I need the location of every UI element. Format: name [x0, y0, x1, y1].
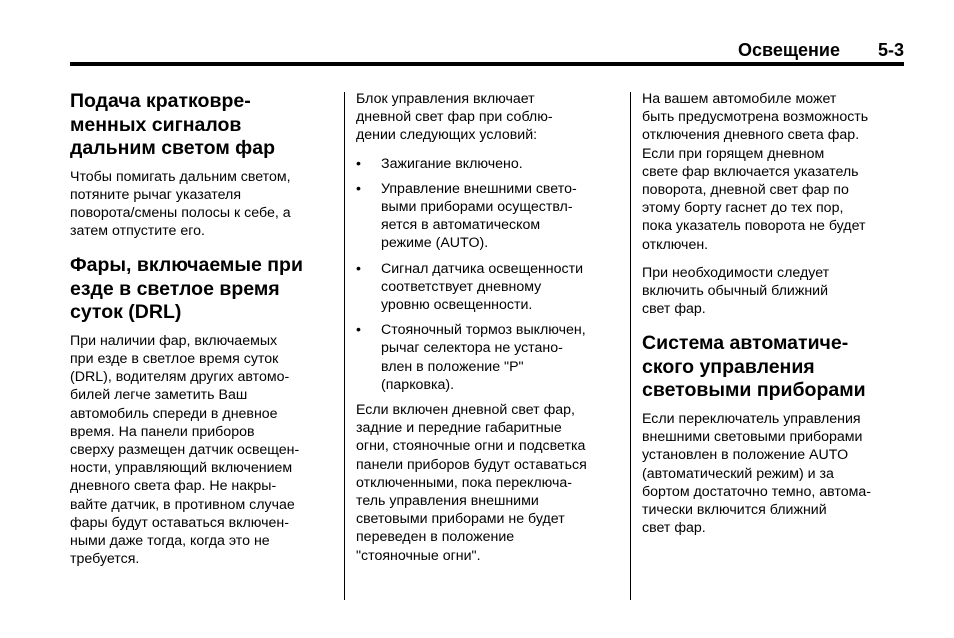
- header-rule: [70, 62, 904, 66]
- paragraph-drl-off-lights: Если включен дневной свет фар, задние и передние габаритные огни, стояночные огни и подсветка панели приборов будут оставаться отключенными, пока переключа- тель управления внешними световыми приборами не будет переведен в положение "стояночные огни".: [356, 402, 587, 564]
- bullet-icon: •: [356, 155, 361, 172]
- bullet-icon: •: [356, 180, 361, 197]
- list-item-text: Стояночный тормоз выключен, рычаг селектора не устано- влен в положение "P" (парковка).: [381, 322, 586, 393]
- bullet-icon: •: [356, 260, 361, 277]
- heading-auto-lighting: Система автоматиче- ского управления световыми приборами: [642, 332, 866, 402]
- bullet-icon: •: [356, 322, 361, 339]
- paragraph-high-beam-flash: Чтобы помигать дальним светом, потяните рычаг указателя поворота/смены полосы к себе, а затем отпустите его.: [70, 168, 291, 240]
- column-divider-1: [344, 92, 345, 600]
- paragraph-low-beam-advice: При необходимости следует включить обычный ближний свет фар.: [642, 264, 830, 318]
- column-1: [70, 90, 332, 578]
- paragraph-drl-disable: На вашем автомобиле может быть предусмотрена возможность отключения дневного света фар. Если при горящем дневном свете фар включается указатель поворота, дневной свет фар по этому борту гаснет до тех пор, пока указатель поворота не будет отключен.: [642, 91, 869, 253]
- heading-drl: Фары, включаемые при езде в светлое время суток (DRL): [70, 254, 303, 324]
- column-2: [356, 90, 620, 575]
- list-item: [356, 260, 620, 315]
- list-item-text: Сигнал датчика освещенности соответствует дневному уровню освещенности.: [381, 260, 584, 314]
- list-item: [356, 155, 620, 173]
- conditions-list: [356, 155, 620, 394]
- column-divider-2: [630, 92, 631, 600]
- page-number: 5-3: [877, 40, 904, 60]
- paragraph-drl-conditions: Блок управления включает дневной свет фар при соблю- дении следующих условий:: [356, 91, 553, 144]
- list-item: [356, 321, 620, 394]
- list-item: [356, 180, 620, 253]
- paragraph-drl: При наличии фар, включаемых при езде в светлое время суток (DRL), водителям других автомо- билей легче заметить Ваш автомобиль спереди в дневное время. На панели приборов сверху размещен датчик освещен- ности, управляющий включением дневного света фар. Не накры- вайте датчик, в противном случае фары будут оставаться включен- ными даже тогда, когда это не требуется.: [70, 332, 300, 568]
- list-item-text: Зажигание включено.: [381, 155, 523, 172]
- page-header: [70, 38, 904, 62]
- paragraph-auto-lighting: Если переключатель управления внешними световыми приборами установлен в положение AUTO (автоматический режим) и за бортом достаточно темно, автома- тически включится ближний свет фар.: [642, 410, 871, 537]
- heading-high-beam-flash: Подача кратковре- менных сигналов дальним светом фар: [70, 90, 275, 159]
- section-title: Освещение: [738, 40, 840, 60]
- column-3: [642, 90, 904, 547]
- list-item-text: Управление внешними свето- выми приборами осуществл- яется в автоматическом режиме (AUTO).: [381, 180, 577, 252]
